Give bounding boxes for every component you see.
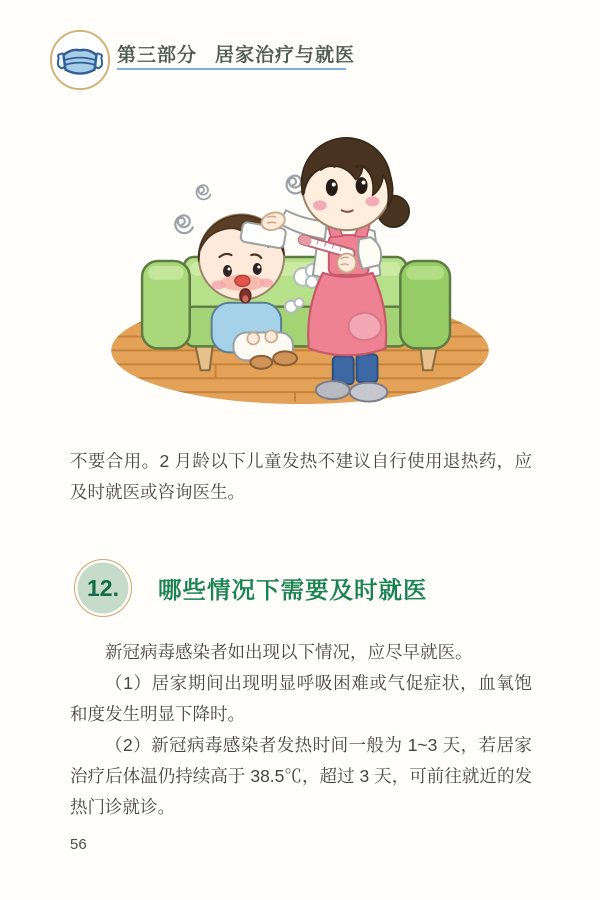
section-body xyxy=(70,637,532,823)
header-part-label: 第三部分 xyxy=(117,45,198,66)
illustration-mother-child xyxy=(95,112,505,410)
hand xyxy=(337,254,356,273)
header-part-title: 居家治疗与就医 xyxy=(215,45,356,66)
paragraph-item-2: （2）新冠病毒感染者发热时间一般为 1~3 天，若居家治疗后体温仍持续高于 38.5℃，超过 3 天，可前往就近的发热门诊就诊。 xyxy=(70,735,532,817)
slipper xyxy=(316,381,350,399)
paragraph-continued: 不要合用。2 月龄以下儿童发热不建议自行使用退热药，应及时就医或咨询医生。 xyxy=(70,451,532,502)
apron-pocket xyxy=(349,313,382,340)
section-title: 哪些情况下需要及时就医 xyxy=(158,577,428,603)
apron-skirt xyxy=(308,273,386,355)
face-mask-icon xyxy=(49,29,111,91)
section-number-badge xyxy=(74,559,132,617)
page-number: 56 xyxy=(70,836,87,853)
bent-sleeve xyxy=(358,237,381,269)
jeans xyxy=(333,356,354,384)
header-title xyxy=(117,40,355,67)
paragraph-intro: 新冠病毒感染者如出现以下情况，应尽早就医。 xyxy=(105,642,473,662)
jeans xyxy=(357,354,378,382)
section-number: 12. xyxy=(87,574,119,601)
section-heading xyxy=(74,559,428,617)
slipper xyxy=(350,383,388,402)
header-underline xyxy=(117,68,346,70)
paragraph-item-1: （1）居家期间出现明显呼吸困难或气促症状，血氧饱和度发生明显下降时。 xyxy=(70,673,532,724)
